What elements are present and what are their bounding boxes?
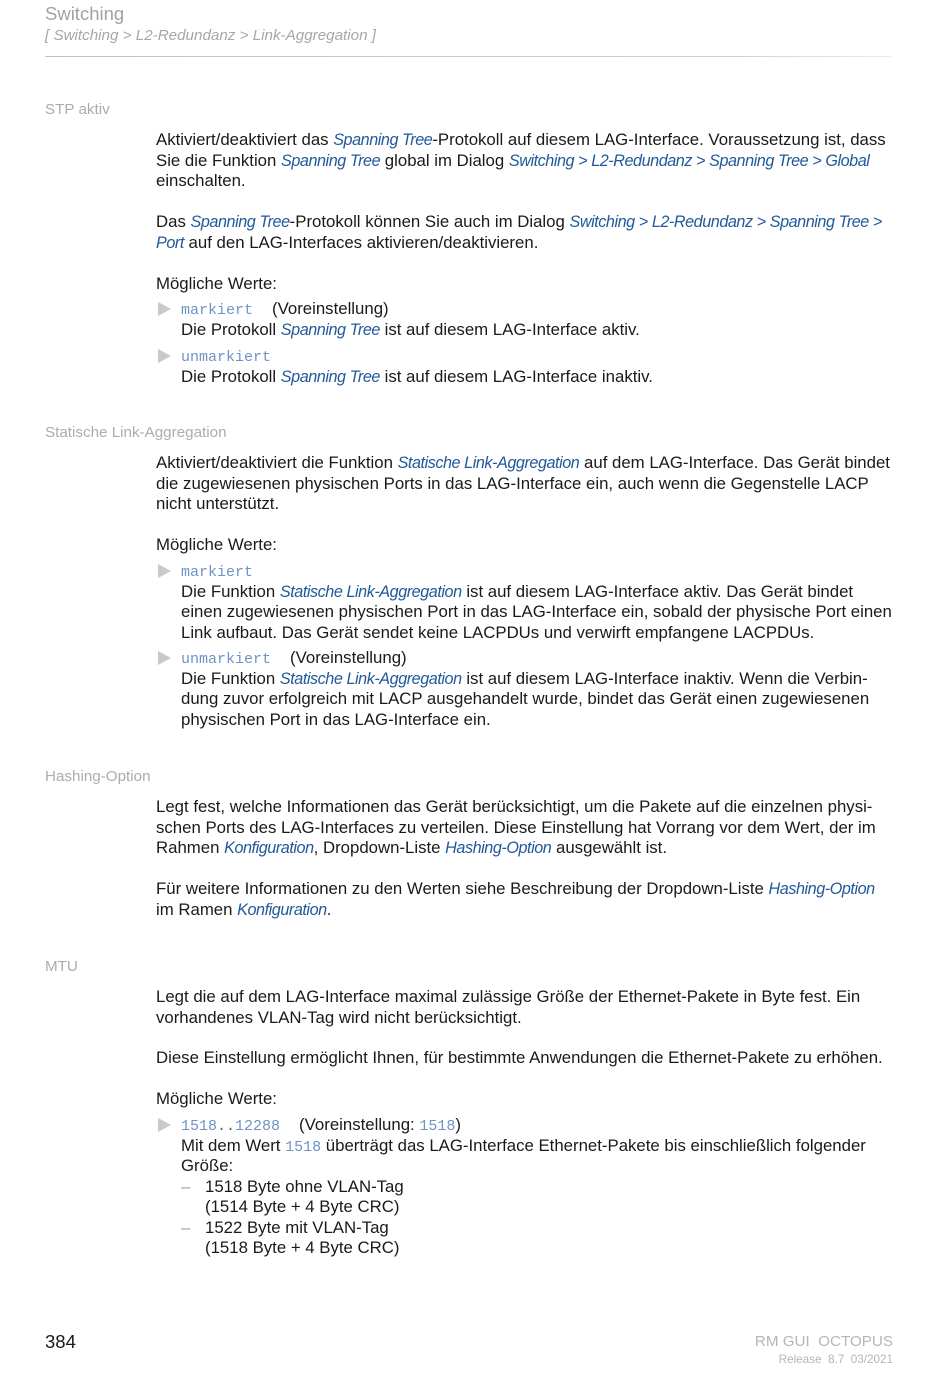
text-line (181, 582, 892, 603)
text-run: 1522 Byte mit VLAN-Tag (205, 1217, 389, 1237)
parameter-value: unmarkiert (181, 651, 272, 668)
dialog-reference: Port (156, 233, 184, 252)
parameter-value: unmarkiert (181, 349, 272, 366)
text-line (181, 1156, 866, 1177)
parameter-label-hashing-option: Hashing-Option (45, 768, 151, 785)
text-line (181, 710, 869, 731)
text-line (156, 1048, 883, 1069)
text-run: Link aufbaut. Das Gerät sendet keine LACPDUs und verwirft empfangene LACPDUs. (181, 622, 815, 642)
page-header-title: Switching (45, 3, 125, 24)
text-line (205, 1218, 866, 1239)
dialog-reference: Switching > L2-Redundanz > Spanning Tree > Global (508, 151, 870, 170)
option-description (181, 1115, 866, 1259)
text-line (156, 171, 886, 192)
text-run: ausgewählt ist. (551, 838, 668, 857)
text-run: vorhandenes VLAN-Tag wird nicht berücksichtigt. (156, 1007, 522, 1027)
dash-bullet: – (181, 1176, 191, 1196)
text-run: ist auf diesem LAG-Interface inaktiv. (379, 366, 653, 386)
parameter-value: 1518 (181, 1118, 218, 1135)
sub-list-item (181, 1218, 866, 1259)
option-description (181, 346, 653, 387)
parameter-note (156, 1048, 883, 1069)
text-run: -Protokoll können Sie auch im Dialog (289, 212, 570, 231)
dialog-reference: Spanning Tree (190, 213, 290, 231)
text-run: -Protokoll auf diesem LAG-Interface. Voraussetzung ist, dass (432, 130, 886, 149)
dialog-reference: Spanning Tree (333, 131, 433, 149)
text-line (156, 879, 875, 900)
text-run: Größe: (181, 1156, 234, 1175)
default-note: (Voreinstellung) (290, 648, 407, 667)
text-line (181, 320, 640, 341)
text-run: 1518 Byte ohne VLAN-Tag (205, 1176, 404, 1196)
text-run: im Ramen (156, 899, 238, 919)
option-item (158, 299, 640, 340)
text-run: Aktiviert/deaktiviert die Funktion (156, 453, 398, 472)
text-line (156, 130, 886, 151)
possible-values-heading: Mögliche Werte: (156, 274, 277, 293)
text-run: Für weitere Informationen zu den Werten siehe Beschreibung der Dropdown-Liste (156, 879, 769, 898)
text-line (156, 151, 886, 172)
dialog-reference: Switching > L2-Redundanz > Spanning Tree > (569, 213, 882, 231)
text-line (156, 900, 875, 921)
dialog-reference: Konfiguration (237, 900, 327, 919)
text-run: (1518 Byte + 4 Byte CRC) (205, 1238, 400, 1257)
text-run: ist auf diesem LAG-Interface aktiv. (379, 319, 640, 339)
parameter-description (156, 987, 860, 1028)
dash-bullet: – (181, 1217, 191, 1237)
text-line (181, 602, 892, 623)
text-run: einschalten. (156, 171, 246, 190)
text-line (181, 648, 869, 669)
text-run: Aktiviert/deaktiviert das (156, 130, 334, 149)
text-run: Diese Einstellung ermöglicht Ihnen, für bestimmte Anwendungen die Ethernet-Pakete zu erhöhen. (156, 1048, 883, 1067)
option-item (158, 346, 653, 387)
text-line (205, 1177, 866, 1198)
text-run: Legt die auf dem LAG-Interface maximal zulässige Größe der Ethernet-Pakete in Byte fest. Ein (156, 987, 861, 1006)
text-line (156, 987, 860, 1008)
text-run: global im Dialog (380, 150, 509, 170)
text-run: (1514 Byte + 4 Byte CRC) (205, 1197, 400, 1216)
text-run: , Dropdown-Liste (313, 838, 446, 857)
text-run: Legt fest, welche Informationen das Gerät berücksichtigt, um die Pakete auf die einzelnen physi- (156, 797, 873, 816)
triangle-bullet-icon (158, 564, 171, 578)
parameter-description (156, 797, 876, 859)
text-run: ist auf diesem LAG-Interface aktiv. Das Gerät bindet (461, 581, 854, 601)
parameter-note (156, 879, 875, 920)
option-description (181, 299, 640, 340)
text-line (156, 212, 882, 233)
dialog-reference: Hashing-Option (768, 880, 875, 898)
text-run: Die Funktion (181, 668, 280, 688)
text-run: einen zugewiesenen physischen Port in das LAG-Interface ein, sobald der physische Port einen (181, 602, 892, 621)
text-line (156, 494, 890, 515)
text-run: auf den LAG-Interfaces aktivieren/deaktivieren. (183, 232, 539, 252)
text-run: Rahmen (156, 838, 225, 857)
parameter-value: 12288 (235, 1118, 281, 1135)
page-number: 384 (45, 1331, 76, 1352)
parameter-value: markiert (181, 302, 254, 319)
text-run: schen Ports des LAG-Interfaces zu verteilen. Diese Einstellung hat Vorrang vor dem Wert, der im (156, 817, 876, 837)
text-line (181, 669, 869, 690)
breadcrumb: [ Switching > L2-Redundanz > Link-Aggregation ] (45, 27, 376, 44)
text-run: ist auf diesem LAG-Interface inaktiv. Wenn die Verbin- (461, 668, 868, 688)
triangle-bullet-icon (158, 349, 171, 363)
dialog-reference: Statische Link-Aggregation (279, 582, 462, 601)
dialog-reference: Statische Link-Aggregation (279, 669, 462, 688)
text-line (205, 1197, 866, 1218)
possible-values-heading: Mögliche Werte: (156, 535, 277, 554)
text-run: die zugewiesenen physischen Ports in das LAG-Interface ein, auch wenn die Gegenstelle LACP (156, 473, 869, 493)
triangle-bullet-icon (158, 1118, 171, 1132)
text-line (181, 346, 653, 367)
option-item (158, 1115, 866, 1259)
text-run: nicht unterstützt. (156, 494, 280, 513)
text-line (181, 299, 640, 320)
triangle-bullet-icon (158, 651, 171, 665)
parameter-label-static-lag: Statische Link-Aggregation (45, 424, 227, 441)
text-run: dung zuvor erfolgreich mit LACP ausgehandelt wurde, bindet das Gerät einen zugewiesenen (181, 689, 870, 708)
text-run: Die Protokoll (181, 319, 281, 339)
dialog-reference: Spanning Tree (280, 367, 380, 386)
possible-values-heading: Mögliche Werte: (156, 1089, 277, 1108)
text-line (156, 453, 890, 474)
text-line (181, 1115, 866, 1136)
text-run: ) (455, 1115, 461, 1134)
parameter-description (156, 453, 890, 515)
product-name: RM GUI OCTOPUS (754, 1333, 893, 1350)
text-run: auf dem LAG-Interface. Das Gerät bindet (579, 453, 890, 472)
parameter-value: 1518 (419, 1118, 456, 1135)
dialog-reference: Spanning Tree (280, 320, 380, 339)
text-line (156, 233, 882, 254)
text-run: Die Funktion (181, 581, 280, 601)
text-line (181, 689, 869, 710)
text-line (156, 838, 876, 859)
option-description (181, 648, 869, 730)
dialog-reference: Statische Link-Aggregation (397, 454, 580, 472)
text-line (156, 797, 876, 818)
triangle-bullet-icon (158, 302, 171, 316)
text-run: . (326, 899, 332, 919)
text-line (181, 623, 892, 644)
text-line (181, 1136, 866, 1157)
option-description (181, 561, 892, 643)
parameter-description (156, 130, 886, 192)
text-run: Die Protokoll (181, 366, 281, 386)
parameter-note (156, 212, 882, 253)
release-info: Release 8.7 03/2021 (778, 1353, 893, 1366)
dialog-reference: Konfiguration (224, 839, 314, 857)
sub-list-text (205, 1218, 866, 1259)
text-run: Mit dem Wert (181, 1135, 286, 1155)
sub-list-text (205, 1177, 866, 1218)
text-run: Das (156, 212, 191, 231)
parameter-value: markiert (181, 564, 254, 581)
text-run: Sie die Funktion (156, 150, 281, 170)
sub-list-item (181, 1177, 866, 1218)
parameter-label-stp-aktiv: STP aktiv (45, 101, 110, 118)
range-separator: .. (217, 1118, 236, 1135)
text-run: überträgt das LAG-Interface Ethernet-Pakete bis einschließlich folgender (321, 1135, 866, 1155)
option-item (158, 648, 869, 730)
text-line (156, 818, 876, 839)
default-note: (Voreinstellung) (272, 299, 389, 318)
text-line (156, 1008, 860, 1029)
text-line (181, 367, 653, 388)
text-line (181, 561, 892, 582)
option-item (158, 561, 892, 643)
dialog-reference: Hashing-Option (445, 839, 552, 857)
parameter-label-mtu: MTU (45, 958, 78, 975)
dialog-reference: Spanning Tree (281, 151, 381, 170)
parameter-value: 1518 (285, 1138, 322, 1156)
option-text (181, 1115, 866, 1177)
header-divider (45, 56, 891, 57)
default-note: (Voreinstellung: (299, 1115, 420, 1134)
text-line (156, 474, 890, 495)
text-line (205, 1238, 866, 1259)
text-run: physischen Port in das LAG-Interface ein. (181, 709, 491, 729)
